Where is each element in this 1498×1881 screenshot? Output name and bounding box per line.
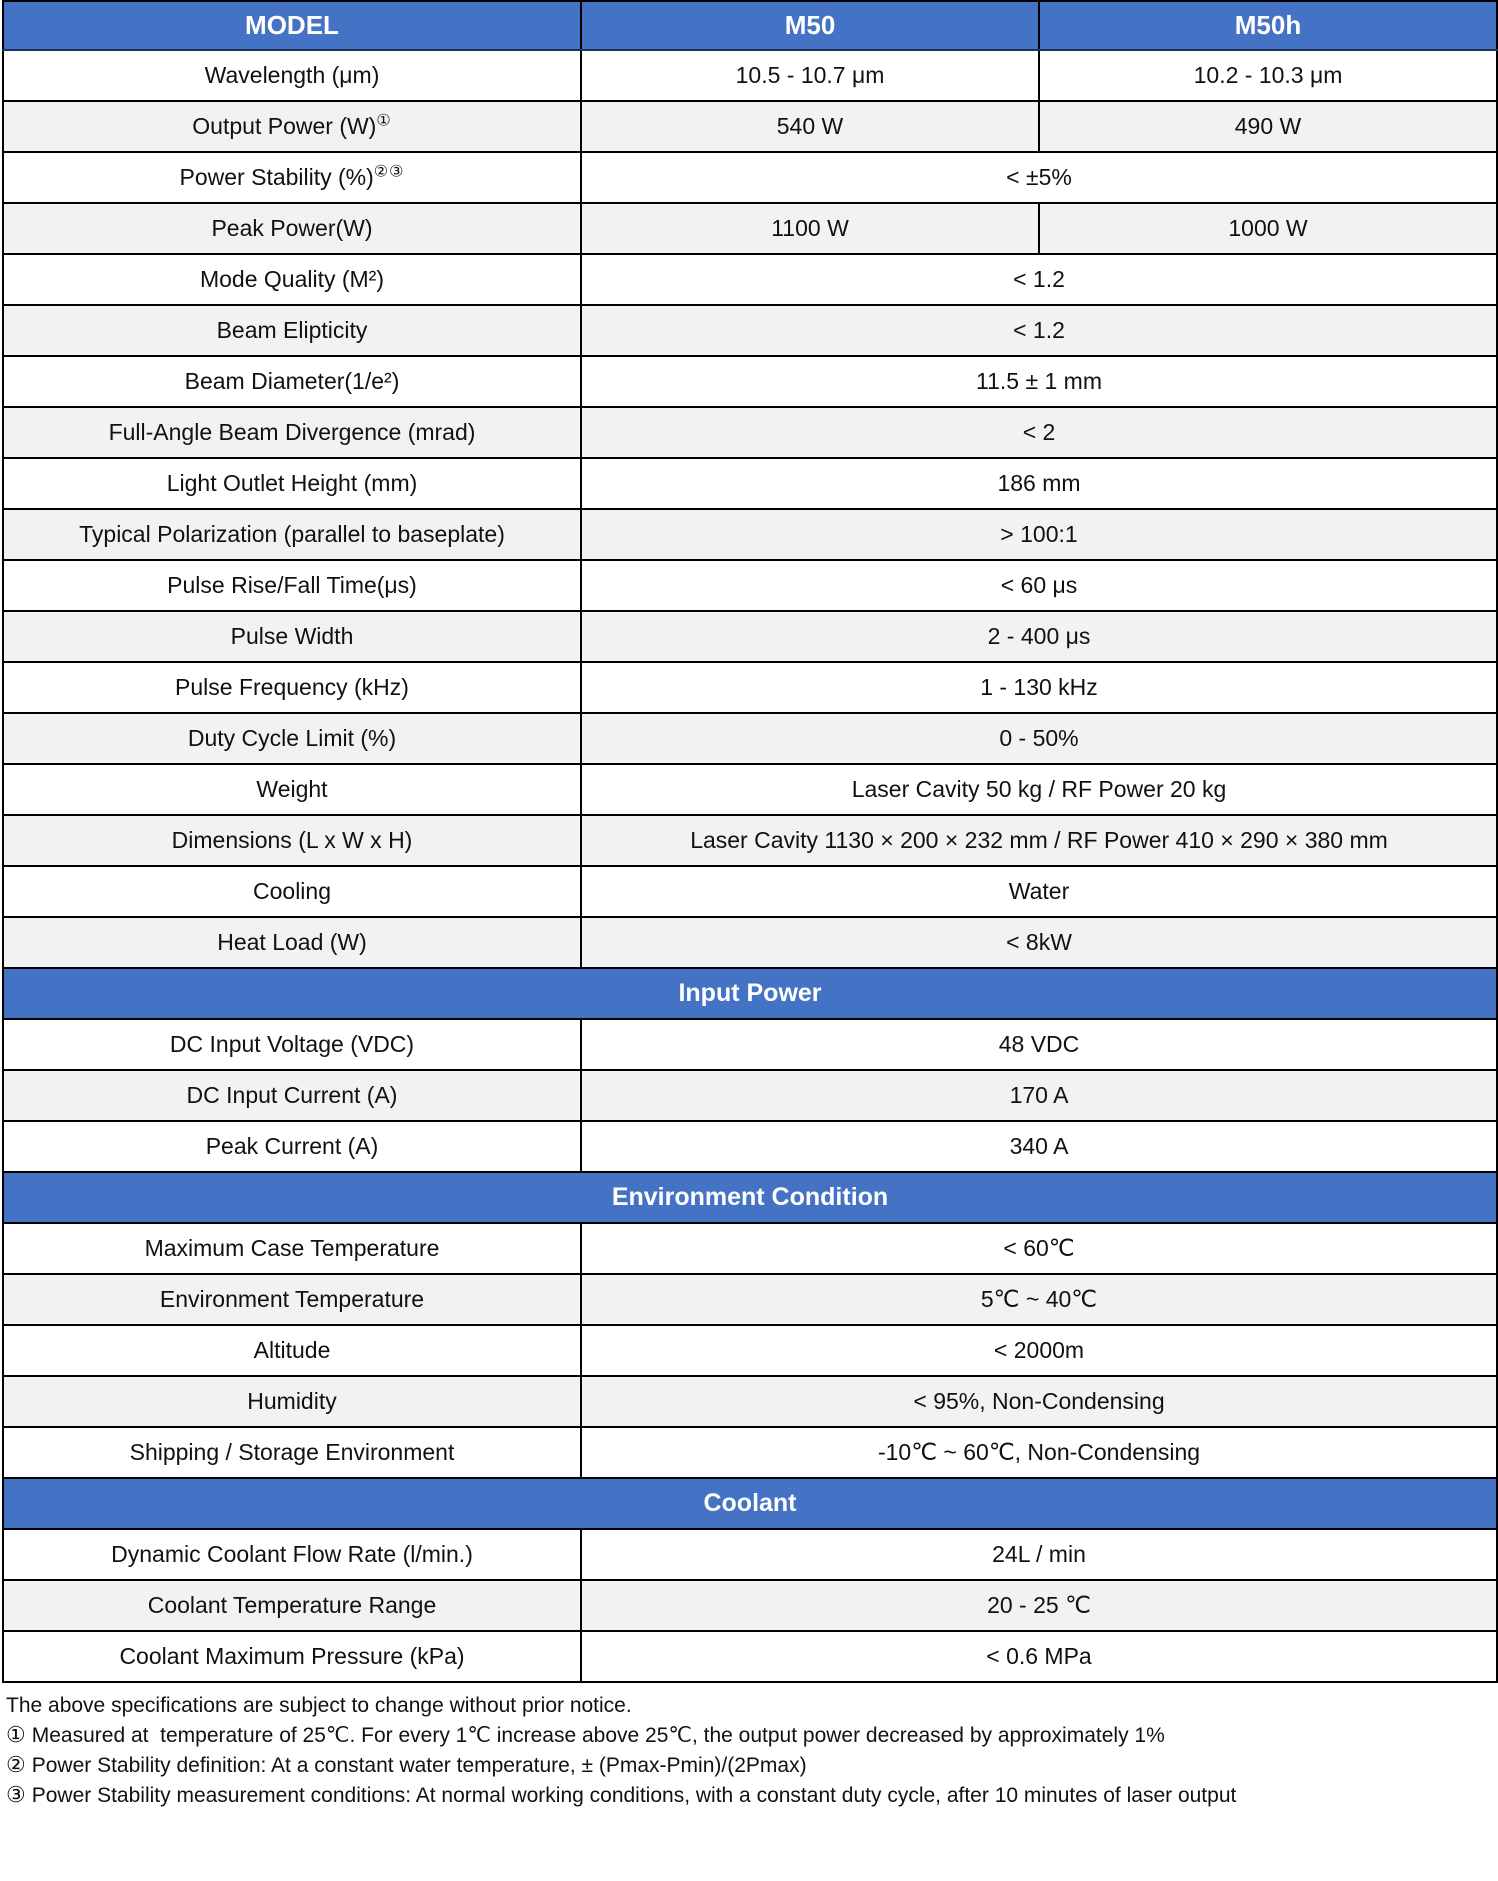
- spec-label: Dimensions (L x W x H): [3, 815, 581, 866]
- spec-value: 170 A: [581, 1070, 1497, 1121]
- spec-value: 186 mm: [581, 458, 1497, 509]
- spec-value: < 95%, Non-Condensing: [581, 1376, 1497, 1427]
- footnote-2-mark: ②: [6, 1752, 26, 1777]
- spec-label: Light Outlet Height (mm): [3, 458, 581, 509]
- spec-value: < 2000m: [581, 1325, 1497, 1376]
- spec-row: [3, 764, 1497, 815]
- spec-value: -10℃ ~ 60℃, Non-Condensing: [581, 1427, 1497, 1478]
- spec-value: Laser Cavity 50 kg / RF Power 20 kg: [581, 764, 1497, 815]
- spec-value: < 8kW: [581, 917, 1497, 968]
- spec-row: [3, 50, 1497, 101]
- footnote-1-mark: ①: [6, 1722, 26, 1747]
- spec-value: Water: [581, 866, 1497, 917]
- spec-row: [3, 1070, 1497, 1121]
- spec-label: Beam Elipticity: [3, 305, 581, 356]
- spec-label: Output Power (W)①: [3, 101, 581, 152]
- section-header: Environment Condition: [3, 1172, 1497, 1223]
- spec-value: 1000 W: [1039, 203, 1497, 254]
- spec-row: [3, 560, 1497, 611]
- spec-value: 10.2 - 10.3 μm: [1039, 50, 1497, 101]
- spec-value: < 1.2: [581, 305, 1497, 356]
- spec-label: Maximum Case Temperature: [3, 1223, 581, 1274]
- spec-row: [3, 1019, 1497, 1070]
- footnote-marker: ①: [376, 112, 392, 130]
- footnote-2-text: Power Stability definition: At a constant water temperature, ± (Pmax-Pmin)/(2Pmax): [31, 1754, 807, 1777]
- spec-value: < 2: [581, 407, 1497, 458]
- spec-row: [3, 1529, 1497, 1580]
- spec-row: [3, 1631, 1497, 1682]
- spec-table-header-row: [3, 1, 1497, 50]
- spec-table: [2, 0, 1498, 1683]
- spec-row: [3, 1376, 1497, 1427]
- spec-label: DC Input Voltage (VDC): [3, 1019, 581, 1070]
- spec-label: Shipping / Storage Environment: [3, 1427, 581, 1478]
- footer-notes: [0, 1683, 1498, 1816]
- spec-value: < 60℃: [581, 1223, 1497, 1274]
- spec-value: 540 W: [581, 101, 1039, 152]
- spec-row: [3, 356, 1497, 407]
- spec-label: Beam Diameter(1/e²): [3, 356, 581, 407]
- spec-label: Typical Polarization (parallel to baseplate): [3, 509, 581, 560]
- spec-value: Laser Cavity 1130 × 200 × 232 mm / RF Power 410 × 290 × 380 mm: [581, 815, 1497, 866]
- spec-row: [3, 254, 1497, 305]
- footnote-1-text: Measured at temperature of 25℃. For every 1℃ increase above 25℃, the output power decreased by approximately 1%: [31, 1724, 1165, 1747]
- spec-row: [3, 713, 1497, 764]
- spec-value: 24L / min: [581, 1529, 1497, 1580]
- header-m50: M50: [581, 1, 1039, 50]
- spec-value: < 1.2: [581, 254, 1497, 305]
- footnote-3-mark: ③: [6, 1782, 26, 1807]
- spec-row: [3, 407, 1497, 458]
- footnote-2: [6, 1750, 1498, 1780]
- spec-label: Pulse Rise/Fall Time(μs): [3, 560, 581, 611]
- spec-row: [3, 1580, 1497, 1631]
- spec-label: Pulse Frequency (kHz): [3, 662, 581, 713]
- spec-label: Coolant Temperature Range: [3, 1580, 581, 1631]
- spec-value: 48 VDC: [581, 1019, 1497, 1070]
- spec-value: 10.5 - 10.7 μm: [581, 50, 1039, 101]
- spec-row: [3, 917, 1497, 968]
- spec-value: 0 - 50%: [581, 713, 1497, 764]
- spec-label: Cooling: [3, 866, 581, 917]
- spec-label: Peak Current (A): [3, 1121, 581, 1172]
- spec-value: < ±5%: [581, 152, 1497, 203]
- header-model: MODEL: [3, 1, 581, 50]
- footnote-3-text: Power Stability measurement conditions: At normal working conditions, with a constant duty cycle, after 10 minutes of laser output: [31, 1784, 1237, 1807]
- section-row: [3, 1172, 1497, 1223]
- spec-value: 11.5 ± 1 mm: [581, 356, 1497, 407]
- header-m50h: M50h: [1039, 1, 1497, 50]
- footnote-1: [6, 1720, 1498, 1750]
- spec-row: [3, 1121, 1497, 1172]
- section-row: [3, 968, 1497, 1019]
- spec-row: [3, 509, 1497, 560]
- spec-label: Coolant Maximum Pressure (kPa): [3, 1631, 581, 1682]
- spec-label: Weight: [3, 764, 581, 815]
- section-header: Coolant: [3, 1478, 1497, 1529]
- spec-label: Pulse Width: [3, 611, 581, 662]
- spec-row: [3, 152, 1497, 203]
- spec-value: 20 - 25 ℃: [581, 1580, 1497, 1631]
- footnote-3: [6, 1780, 1498, 1810]
- spec-label: DC Input Current (A): [3, 1070, 581, 1121]
- spec-row: [3, 1223, 1497, 1274]
- spec-row: [3, 1274, 1497, 1325]
- section-header: Input Power: [3, 968, 1497, 1019]
- spec-row: [3, 458, 1497, 509]
- spec-value: 5℃ ~ 40℃: [581, 1274, 1497, 1325]
- spec-row: [3, 662, 1497, 713]
- spec-row: [3, 305, 1497, 356]
- spec-label: Dynamic Coolant Flow Rate (l/min.): [3, 1529, 581, 1580]
- spec-value: 490 W: [1039, 101, 1497, 152]
- spec-value: 1100 W: [581, 203, 1039, 254]
- spec-value: 1 - 130 kHz: [581, 662, 1497, 713]
- spec-row: [3, 815, 1497, 866]
- spec-value: 2 - 400 μs: [581, 611, 1497, 662]
- spec-label: Humidity: [3, 1376, 581, 1427]
- spec-value: 340 A: [581, 1121, 1497, 1172]
- spec-label: Altitude: [3, 1325, 581, 1376]
- spec-label: Peak Power(W): [3, 203, 581, 254]
- spec-label: Duty Cycle Limit (%): [3, 713, 581, 764]
- spec-row: [3, 866, 1497, 917]
- spec-label: Wavelength (μm): [3, 50, 581, 101]
- spec-value: < 0.6 MPa: [581, 1631, 1497, 1682]
- change-notice: The above specifications are subject to change without prior notice.: [6, 1694, 632, 1717]
- spec-row: [3, 611, 1497, 662]
- spec-row: [3, 203, 1497, 254]
- spec-row: [3, 1325, 1497, 1376]
- spec-row: [3, 1427, 1497, 1478]
- spec-label: Power Stability (%)②③: [3, 152, 581, 203]
- section-row: [3, 1478, 1497, 1529]
- spec-label: Mode Quality (M²): [3, 254, 581, 305]
- spec-value: < 60 μs: [581, 560, 1497, 611]
- spec-table-body: [3, 50, 1497, 1682]
- spec-label: Environment Temperature: [3, 1274, 581, 1325]
- spec-label: Full-Angle Beam Divergence (mrad): [3, 407, 581, 458]
- spec-label: Heat Load (W): [3, 917, 581, 968]
- spec-row: [3, 101, 1497, 152]
- spec-value: > 100:1: [581, 509, 1497, 560]
- footnote-marker: ②③: [373, 163, 405, 181]
